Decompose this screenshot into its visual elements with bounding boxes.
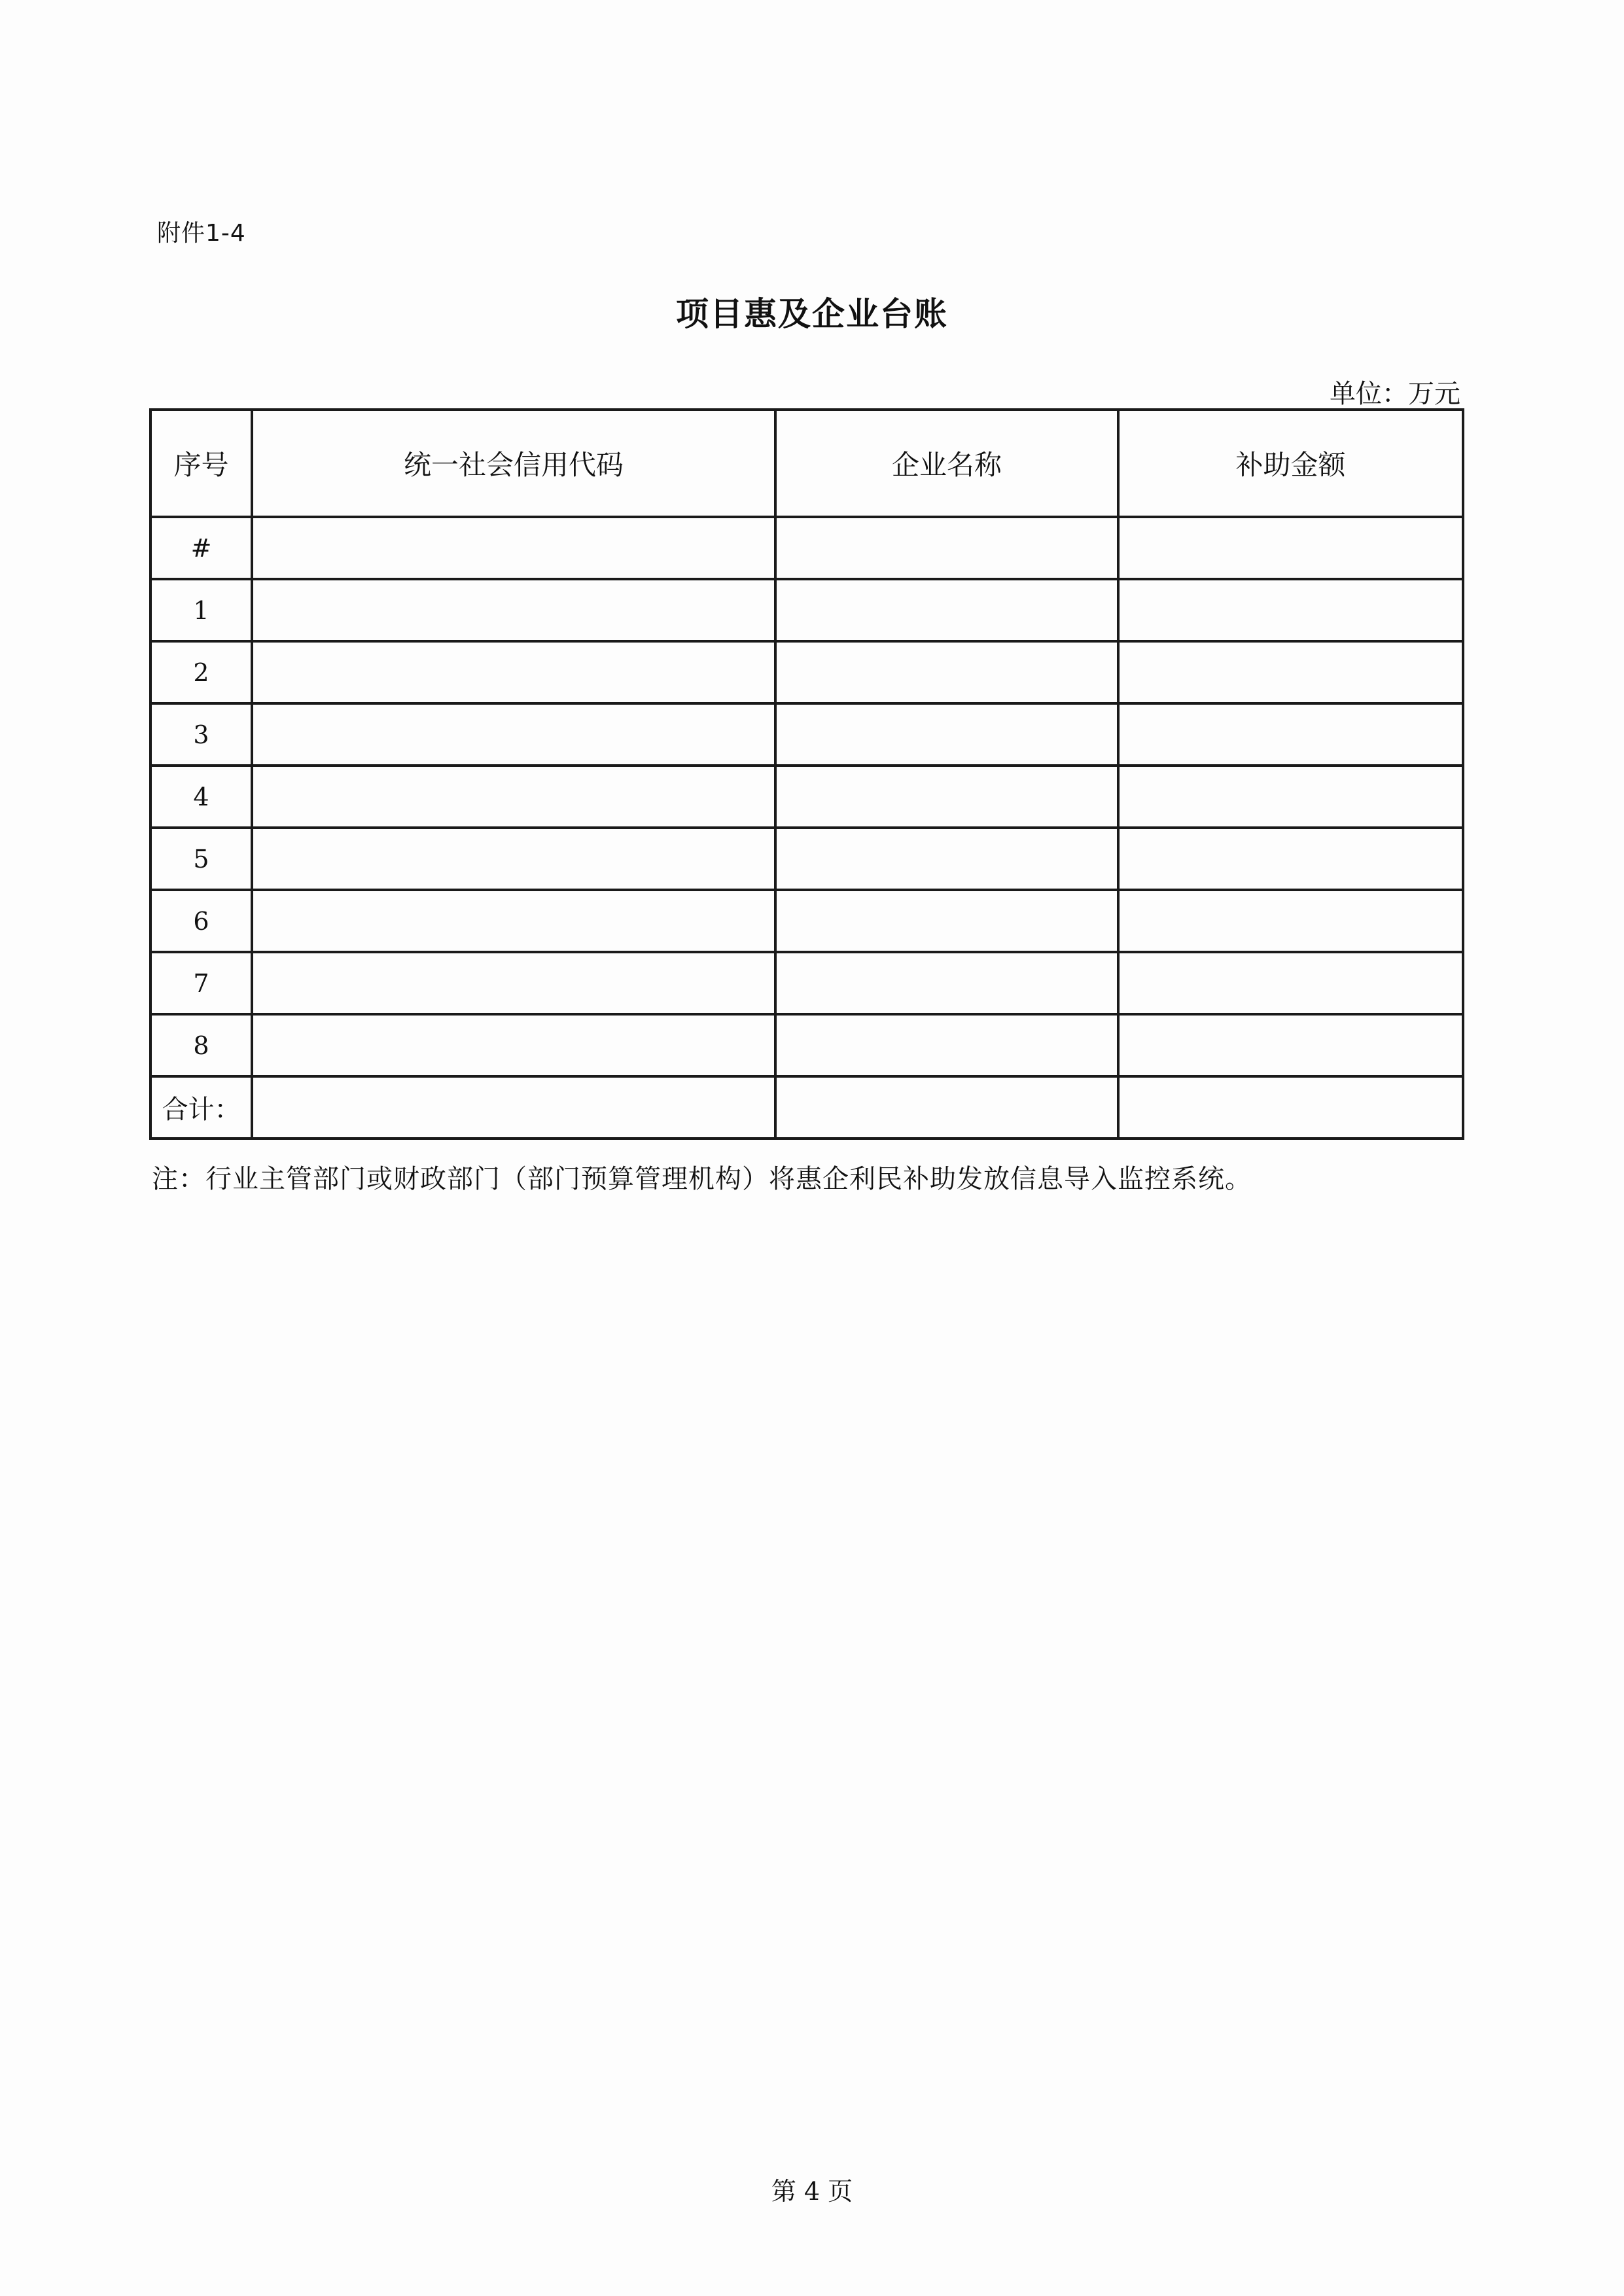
subsidy-amount-cell[interactable]	[1118, 766, 1463, 828]
credit-code-cell[interactable]	[252, 703, 775, 766]
credit-code-cell[interactable]	[252, 641, 775, 703]
row-index-cell: 2	[150, 641, 252, 703]
credit-code-cell[interactable]	[252, 517, 775, 579]
subsidy-amount-cell[interactable]	[1118, 890, 1463, 952]
row-index-cell: #	[150, 517, 252, 579]
row-index-cell: 4	[150, 766, 252, 828]
subsidy-amount-cell[interactable]	[1118, 517, 1463, 579]
table-row	[150, 579, 1463, 641]
credit-code-cell[interactable]	[252, 952, 775, 1014]
header-index: 序号	[150, 410, 252, 517]
credit-code-cell[interactable]	[252, 890, 775, 952]
total-label-cell: 合计：	[150, 1076, 252, 1139]
company-name-cell[interactable]	[775, 641, 1118, 703]
credit-code-cell[interactable]	[252, 766, 775, 828]
row-index-cell: 3	[150, 703, 252, 766]
row-index-cell: 5	[150, 828, 252, 890]
page-number: 第 4 页	[771, 2177, 853, 2206]
row-index-cell: 6	[150, 890, 252, 952]
company-name-cell[interactable]	[775, 828, 1118, 890]
credit-code-cell[interactable]	[252, 828, 775, 890]
company-name-cell[interactable]	[775, 890, 1118, 952]
total-company-name-cell[interactable]	[775, 1076, 1118, 1139]
row-index-cell: 8	[150, 1014, 252, 1076]
company-name-cell[interactable]	[775, 1014, 1118, 1076]
subsidy-amount-cell[interactable]	[1118, 579, 1463, 641]
page-title: 项目惠及企业台账	[676, 294, 948, 333]
company-name-cell[interactable]	[775, 579, 1118, 641]
table-row	[150, 828, 1463, 890]
unit-label: 单位：万元	[1330, 379, 1460, 409]
enterprise-ledger-table	[149, 408, 1464, 1140]
header-credit-code: 统一社会信用代码	[252, 410, 775, 517]
company-name-cell[interactable]	[775, 766, 1118, 828]
credit-code-cell[interactable]	[252, 579, 775, 641]
company-name-cell[interactable]	[775, 703, 1118, 766]
credit-code-cell[interactable]	[252, 1014, 775, 1076]
total-subsidy-amount-cell[interactable]	[1118, 1076, 1463, 1139]
total-credit-code-cell[interactable]	[252, 1076, 775, 1139]
header-subsidy-amount: 补助金额	[1118, 410, 1463, 517]
company-name-cell[interactable]	[775, 952, 1118, 1014]
table-row	[150, 1014, 1463, 1076]
table-row	[150, 517, 1463, 579]
table-row	[150, 641, 1463, 703]
row-index-cell: 7	[150, 952, 252, 1014]
header-company-name: 企业名称	[775, 410, 1118, 517]
subsidy-amount-cell[interactable]	[1118, 952, 1463, 1014]
table-row	[150, 890, 1463, 952]
row-index-cell: 1	[150, 579, 252, 641]
table-row	[150, 952, 1463, 1014]
subsidy-amount-cell[interactable]	[1118, 703, 1463, 766]
table-header-row	[150, 410, 1463, 517]
table-row	[150, 703, 1463, 766]
table-row	[150, 766, 1463, 828]
table-footnote: 注：行业主管部门或财政部门（部门预算管理机构）将惠企利民补助发放信息导入监控系统。	[152, 1164, 1252, 1194]
table-total-row	[150, 1076, 1463, 1139]
attachment-label: 附件1-4	[157, 220, 246, 247]
subsidy-amount-cell[interactable]	[1118, 1014, 1463, 1076]
company-name-cell[interactable]	[775, 517, 1118, 579]
subsidy-amount-cell[interactable]	[1118, 828, 1463, 890]
subsidy-amount-cell[interactable]	[1118, 641, 1463, 703]
